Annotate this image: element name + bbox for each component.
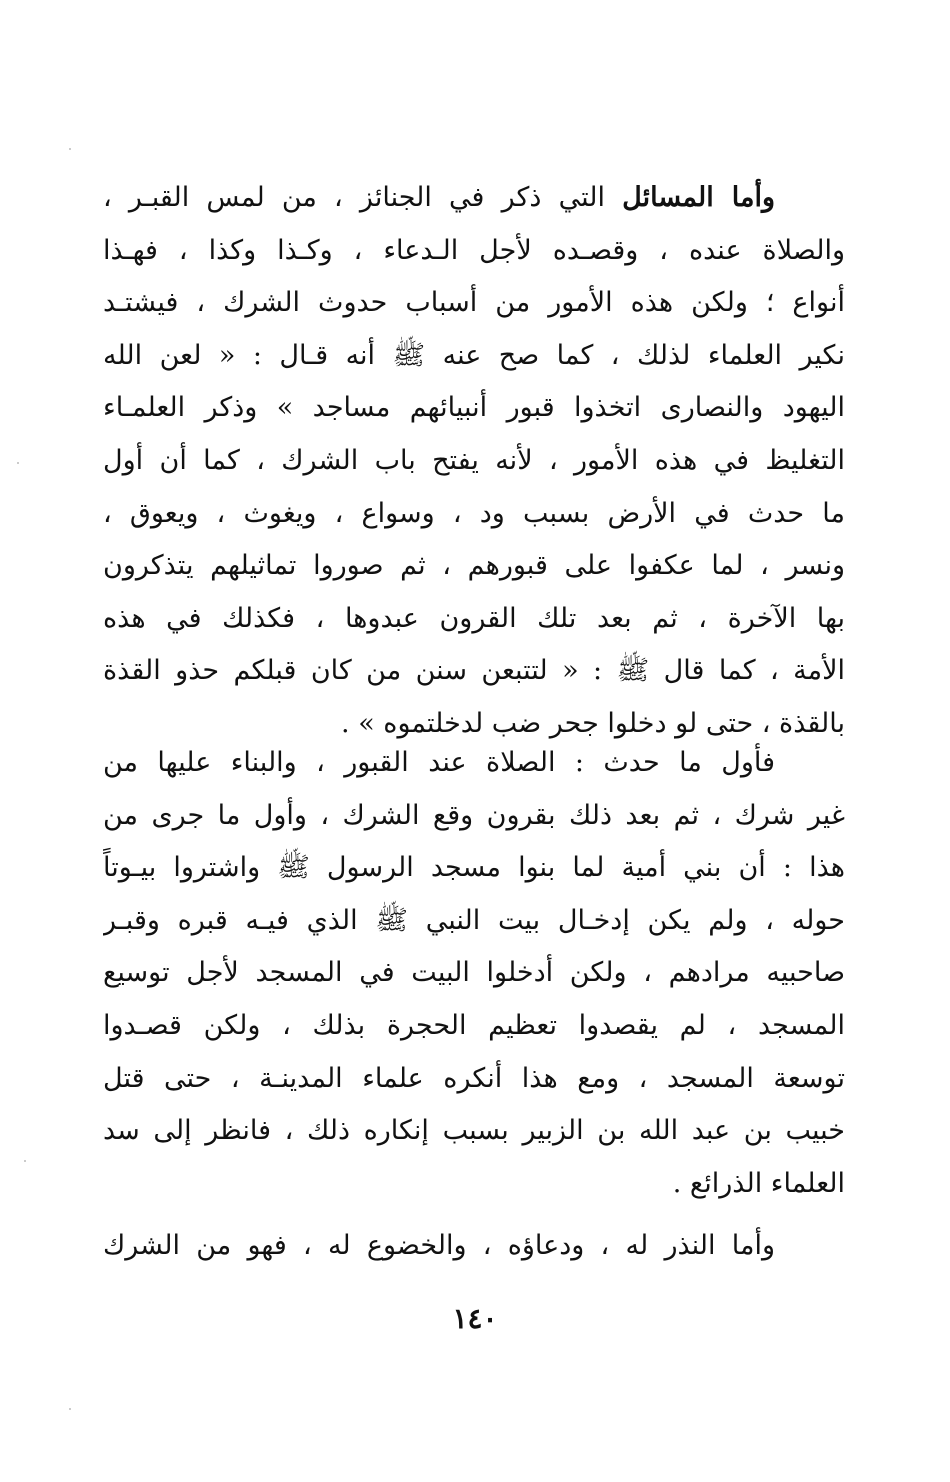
paragraph-3	[103, 1220, 845, 1273]
text-line: ونسر ، لما عكفوا على قبورهم ، ثم صوروا تماثيلهم يتذكرون	[103, 550, 845, 582]
scan-speck	[69, 1408, 71, 1410]
scan-speck	[17, 462, 19, 464]
text-line: هذا : أن بني أمية لما بنوا مسجد الرسول ﷺ واشتروا بيـوتاً	[103, 852, 845, 884]
text-line: التغليظ في هذه الأمور ، لأنه يفتح باب الشرك ، كما أن أول	[103, 444, 845, 476]
text-line: بها الآخرة ، ثم بعد تلك القرون عبدوها ، فكذلك في هذه	[103, 602, 845, 634]
text-line: المسجد ، لم يقصدوا تعظيم الحجرة بذلك ، ولكن قصـدوا	[103, 1009, 845, 1041]
scan-speck	[24, 1160, 26, 1162]
paragraph-1	[103, 172, 845, 751]
text-line: صاحبيه مرادهم ، ولكن أدخلوا البيت في المسجد لأجل توسيع	[103, 957, 845, 989]
text-line: الأمة ، كما قال ﷺ : « لتتبعن سنن من كان قبلكم حذو القذة	[103, 655, 845, 687]
text-line: أنواع ؛ ولكن هذه الأمور من أسباب حدوث الشرك ، فيشتـد	[103, 287, 845, 319]
text-line: نكير العلماء لذلك ، كما صح عنه ﷺ أنه قـال : « لعن الله	[103, 339, 845, 371]
bold-lead-text: وأما المسائل	[622, 182, 775, 213]
text-line: والصلاة عنده ، وقصـده لأجل الـدعاء ، وكـذا وكذا ، فهـذا	[103, 234, 845, 266]
text-line: العلماء الذرائع .	[672, 1167, 845, 1199]
text-line: توسعة المسجد ، ومع هذا أنكره علماء المدينـة ، حتى قتل	[103, 1062, 845, 1094]
text-line: غير شرك ، ثم بعد ذلك بقرون وقع الشرك ، وأول ما جرى من	[103, 799, 845, 831]
text-line: وأما النذر له ، ودعاؤه ، والخضوع له ، فهو من الشرك	[103, 1230, 775, 1261]
text-line	[103, 172, 845, 225]
text-line: اليهود والنصارى اتخذوا قبور أنبيائهم مساجد » وذكر العلمـاء	[103, 392, 845, 424]
scan-speck	[69, 148, 71, 150]
paragraph-2	[103, 737, 845, 1210]
text-line: فأول ما حدث : الصلاة عند القبور ، والبناء عليها من	[103, 747, 775, 778]
text-line: ما حدث في الأرض بسبب ود ، وسواع ، ويغوث ، ويعوق ،	[103, 497, 845, 529]
line-text: التي ذكر في الجنائز ، من لمس القبـر ،	[103, 182, 623, 213]
text-line: بالقذة ، حتى لو دخلوا جحر ضب لدخلتموه » .	[341, 707, 845, 739]
text-line: حوله ، ولم يكن إدخـال بيت النبي ﷺ الذي فيـه قبره وقبـر	[103, 904, 845, 936]
page-number: ١٤٠	[452, 1302, 498, 1335]
text-line: خبيب بن عبد الله بن الزبير بسبب إنكاره ذلك ، فانظر إلى سد	[103, 1115, 845, 1147]
